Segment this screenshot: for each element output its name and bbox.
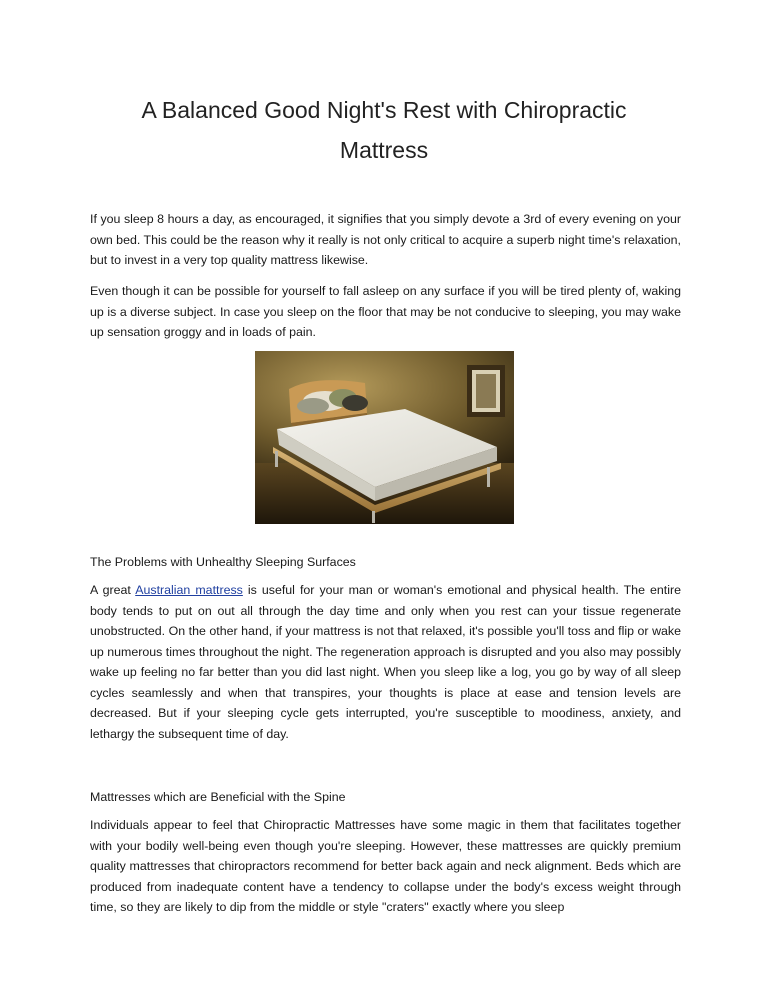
section-1-text-before-link: A great [90, 583, 136, 597]
section-heading-spine-mattresses: Mattresses which are Beneficial with the Spine [90, 790, 346, 804]
intro-paragraph-1: If you sleep 8 hours a day, as encouraged, it signifies that you simply devote a 3rd of every evening on your own bed. This could be the reason why it really is not only critical to acquire a superb night time's relaxation, but to invest in a very top quality mattress likewise. [90, 212, 681, 267]
mattress-photo [255, 351, 514, 524]
section-2-paragraph: Individuals appear to feel that Chiropractic Mattresses have some magic in them that facilitates together with your bodily well-being even though you're sleeping. However, these mattresses are quickly premium quality mattresses that chiropractors recommend for better back again and neck alignment. Beds which are produced from inadequate content have a tendency to collapse under the body's excess weight through time, so they are likely to dip from the middle or style "craters" exactly where you sleep [90, 818, 681, 914]
australian-mattress-link[interactable]: Australian mattress [135, 583, 243, 597]
section-1-paragraph [90, 580, 681, 744]
section-heading-unhealthy-surfaces: The Problems with Unhealthy Sleeping Surfaces [90, 555, 356, 569]
intro-paragraph-2: Even though it can be possible for yourself to fall asleep on any surface if you will be tired plenty of, waking up is a diverse subject. In case you sleep on the floor that may be not conducive to sleeping, you may wake up sensation groggy and in loads of pain. [90, 284, 681, 339]
document-title: A Balanced Good Night's Rest with Chiropractic Mattress [141, 97, 627, 163]
section-1-text-after-link: is useful for your man or woman's emotional and physical health. The entire body tends to put on out all through the day time and only when you rest can your tissue regenerate unobstructed. On the other hand, if your mattress is not that relaxed, it's possible you'll toss and flip or wake up numerous times throughout the night. The regeneration approach is disrupted and you also may possibly wake up feeling no far better than you did last night. When you sleep like a log, you go by way of all sleep cycles seamlessly and when that transpires, your thoughts is place at ease and tension levels are decreased. But if your sleeping cycle gets interrupted, you're susceptible to moodiness, anxiety, and lethargy the subsequent time of day. [90, 583, 681, 741]
